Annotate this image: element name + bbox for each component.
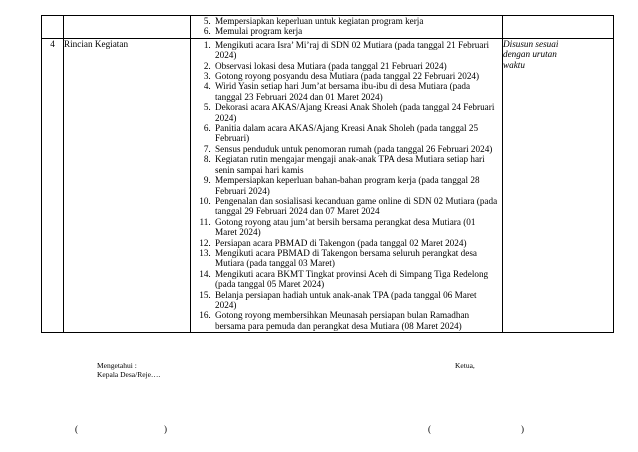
- list-item: 6. Panitia dalam acara AKAS/Ajang Kreasi Anak Sholeh (pada tanggal 25 Februari): [213, 123, 498, 144]
- note-line: waktu: [503, 59, 525, 70]
- signature-caption: Mengetahui :: [97, 361, 137, 370]
- list-item: 7. Sensus penduduk untuk penomoran rumah (pada tanggal 26 Februari 2024): [213, 144, 498, 154]
- list-item: 9. Mempersiapkan keperluan bahan-bahan program kerja (pada tanggal 28 Februari 2024): [213, 175, 498, 196]
- list-item: 5. Mempersiapkan keperluan untuk kegiatan program kerja: [213, 16, 498, 26]
- note-cell-empty: [503, 16, 614, 39]
- signature-title: Ketua,: [455, 361, 475, 370]
- activity-list: [191, 39, 502, 332]
- list-item: 16. Gotong royong membersihkan Meunasah persiapan bulan Ramadhan bersama para pemuda dan perangkat desa Mutiara (08 Maret 2024): [213, 310, 498, 331]
- signature-block-right: [455, 362, 475, 371]
- list-item: 1. Mengikuti acara Isra’ Mi’raj di SDN 02 Mutiara (pada tanggal 21 Februari 2024): [213, 40, 498, 61]
- content-cell-activities: [191, 38, 503, 332]
- row-number: 4: [42, 38, 64, 332]
- list-item: 15. Belanja persiapan hadiah untuk anak-anak TPA (pada tanggal 06 Maret 2024): [213, 290, 498, 311]
- list-item: 13. Mengikuti acara PBMAD di Takengon bersama seluruh perangkat desa Mutiara (pada tanggal 03 Maret): [213, 248, 498, 269]
- label-cell-empty: [64, 16, 191, 39]
- table-row-rincian: [42, 38, 614, 332]
- list-item: 8. Kegiatan rutin mengajar mengaji anak-anak TPA desa Mutiara setiap hari senin sampai hari kamis: [213, 154, 498, 175]
- list-item: 10. Pengenalan dan sosialisasi kecanduan game online di SDN 02 Mutiara (pada tanggal 29 Februari 2024 dan 07 Maret 2024: [213, 196, 498, 217]
- list-item: 5. Dekorasi acara AKAS/Ajang Kreasi Anak Sholeh (pada tanggal 24 Februari 2024): [213, 102, 498, 123]
- number-cell-empty: [42, 16, 64, 39]
- row-label: Rincian Kegiatan: [64, 38, 191, 332]
- list-item: 2. Observasi lokasi desa Mutiara (pada tanggal 21 Februari 2024): [213, 61, 498, 71]
- note-line: Disusun sesuai: [503, 38, 559, 49]
- activity-table: [41, 15, 614, 333]
- table-row-continuation: [42, 16, 614, 39]
- signature-paren-open-left: (: [75, 424, 78, 434]
- list-item: 3. Gotong royong posyandu desa Mutiara (pada tanggal 22 Februari 2024): [213, 71, 498, 81]
- list-item: 12. Persiapan acara PBMAD di Takengon (pada tanggal 02 Maret 2024): [213, 238, 498, 248]
- list-item: 11. Gotong royong atau jum’at bersih bersama perangkat desa Mutiara (01 Maret 2024): [213, 217, 498, 238]
- signature-paren-close-left: ): [164, 424, 167, 434]
- note-line: dengan urutan: [503, 49, 557, 60]
- signature-paren-close-right: ): [521, 424, 524, 434]
- list-item: 14. Mengikuti acara BKMT Tingkat provinsi Aceh di Simpang Tiga Redelong (pada tanggal 05 Maret 2024): [213, 269, 498, 290]
- list-item: 4. Wirid Yasin setiap hari Jum’at bersama ibu-ibu di desa Mutiara (pada tanggal 23 Februari 2024 dan 01 Maret 2024): [213, 81, 498, 102]
- signature-title: Kepala Desa/Reje….: [97, 369, 161, 379]
- content-cell-continuation: [191, 16, 503, 39]
- signature-block-left: [97, 362, 160, 379]
- continuation-list: [191, 16, 502, 38]
- signature-paren-open-right: (: [428, 424, 431, 434]
- list-item: 6. Memulai program kerja: [213, 26, 498, 36]
- row-note: [503, 38, 614, 332]
